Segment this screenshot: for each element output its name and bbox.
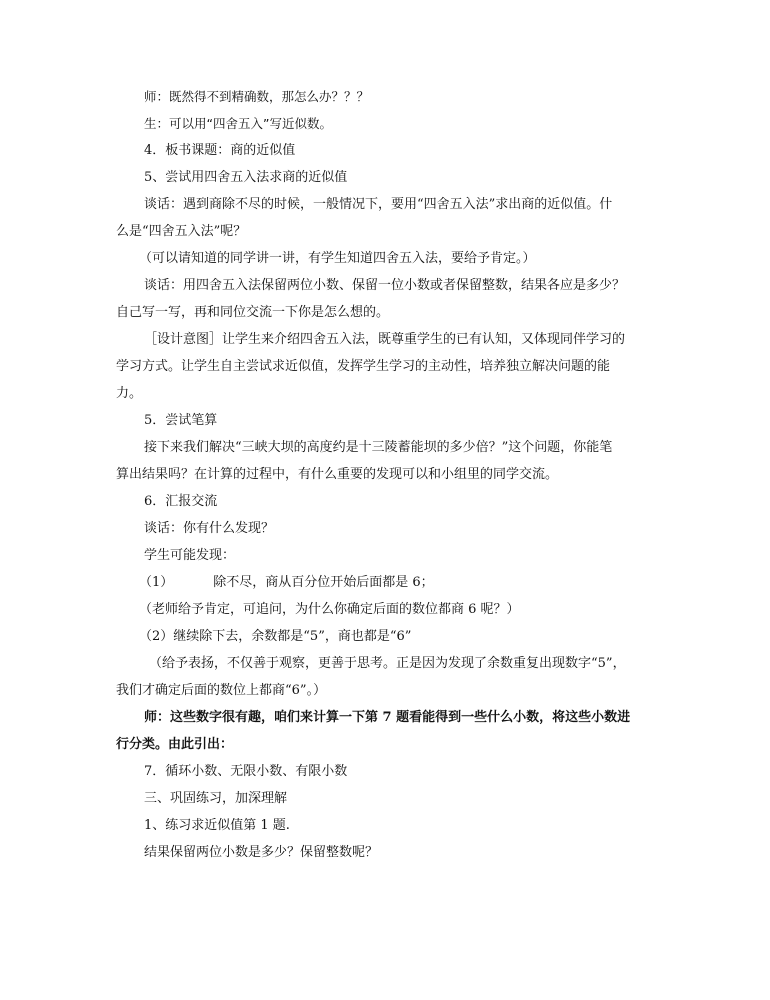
step-7-heading: 7．循环小数、无限小数、有限小数 xyxy=(144,764,348,779)
finding-item-2: （2）继续除下去，余数都是“5”，商也都是“6” xyxy=(139,629,412,644)
note-line: （可以请知道的同学讲一讲，有学生知道四舍五入法，要给予肯定。） xyxy=(139,251,536,266)
paragraph-line: 谈话：遇到商除不尽的时候，一般情况下，要用“四舍五入法”求出商的近似值。什 xyxy=(144,197,613,212)
paragraph-line: 谈话：你有什么发现？ xyxy=(144,521,275,536)
step-4-heading: 4．板书课题：商的近似值 xyxy=(144,143,296,158)
exercise-line: 1、练习求近似值第 1 题. xyxy=(144,818,290,833)
paragraph-line: 接下来我们解决“三峡大坝的高度约是十三陵蓄能坝的多少倍？”这个问题，你能笔 xyxy=(144,440,613,455)
bold-paragraph-line: 行分类。由此引出： xyxy=(116,737,234,752)
step-5-calc-heading: 5．尝试笔算 xyxy=(144,413,218,428)
note-line: 我们才确定后面的数位上都商“6”。） xyxy=(116,683,327,698)
student-answer: 生：可以用“四舍五入”写近似数。 xyxy=(144,116,332,131)
design-intent-line: ［设计意图］让学生来介绍四舍五入法，既尊重学生的已有认知，又体现同伴学习的 xyxy=(144,332,626,347)
design-intent-line: 学习方式。让学生自主尝试求近似值，发挥学生学习的主动性，培养独立解决问题的能 xyxy=(116,359,611,374)
paragraph-line: 么是“四舍五入法”呢？ xyxy=(116,224,247,239)
paragraph-line: 算出结果吗？在计算的过程中，有什么重要的发现可以和小组里的同学交流。 xyxy=(116,467,559,482)
step-6-heading: 6．汇报交流 xyxy=(144,494,218,509)
section-three-heading: 三、巩固练习，加深理解 xyxy=(144,791,288,806)
note-line: （老师给予肯定，可追问，为什么你确定后面的数位都商 6 呢？） xyxy=(139,602,520,617)
bold-paragraph-line: 师：这些数字很有趣，咱们来计算一下第 7 题看能得到一些什么小数，将这些小数进 xyxy=(144,710,631,725)
document-body xyxy=(116,83,661,866)
step-5-heading: 5、尝试用四舍五入法求商的近似值 xyxy=(144,170,348,185)
paragraph-line: 学生可能发现： xyxy=(144,548,236,563)
design-intent-line: 力。 xyxy=(116,386,143,401)
teacher-question: 师：既然得不到精确数，那怎么办？？？ xyxy=(144,89,370,104)
paragraph-line: 自己写一写，再和同位交流一下你是怎么想的。 xyxy=(116,305,390,320)
paragraph-line: 谈话：用四舍五入法保留两位小数、保留一位小数或者保留整数，结果各应是多少？ xyxy=(144,278,626,293)
note-line: （给予表扬，不仅善于观察，更善于思考。正是因为发现了余数重复出现数字“5”， xyxy=(149,656,626,671)
finding-item-number: （1） xyxy=(139,575,174,590)
finding-item-text: 除不尽，商从百分位开始后面都是 6； xyxy=(213,575,434,590)
exercise-question: 结果保留两位小数是多少？保留整数呢？ xyxy=(144,845,379,860)
finding-item-1 xyxy=(116,569,661,596)
